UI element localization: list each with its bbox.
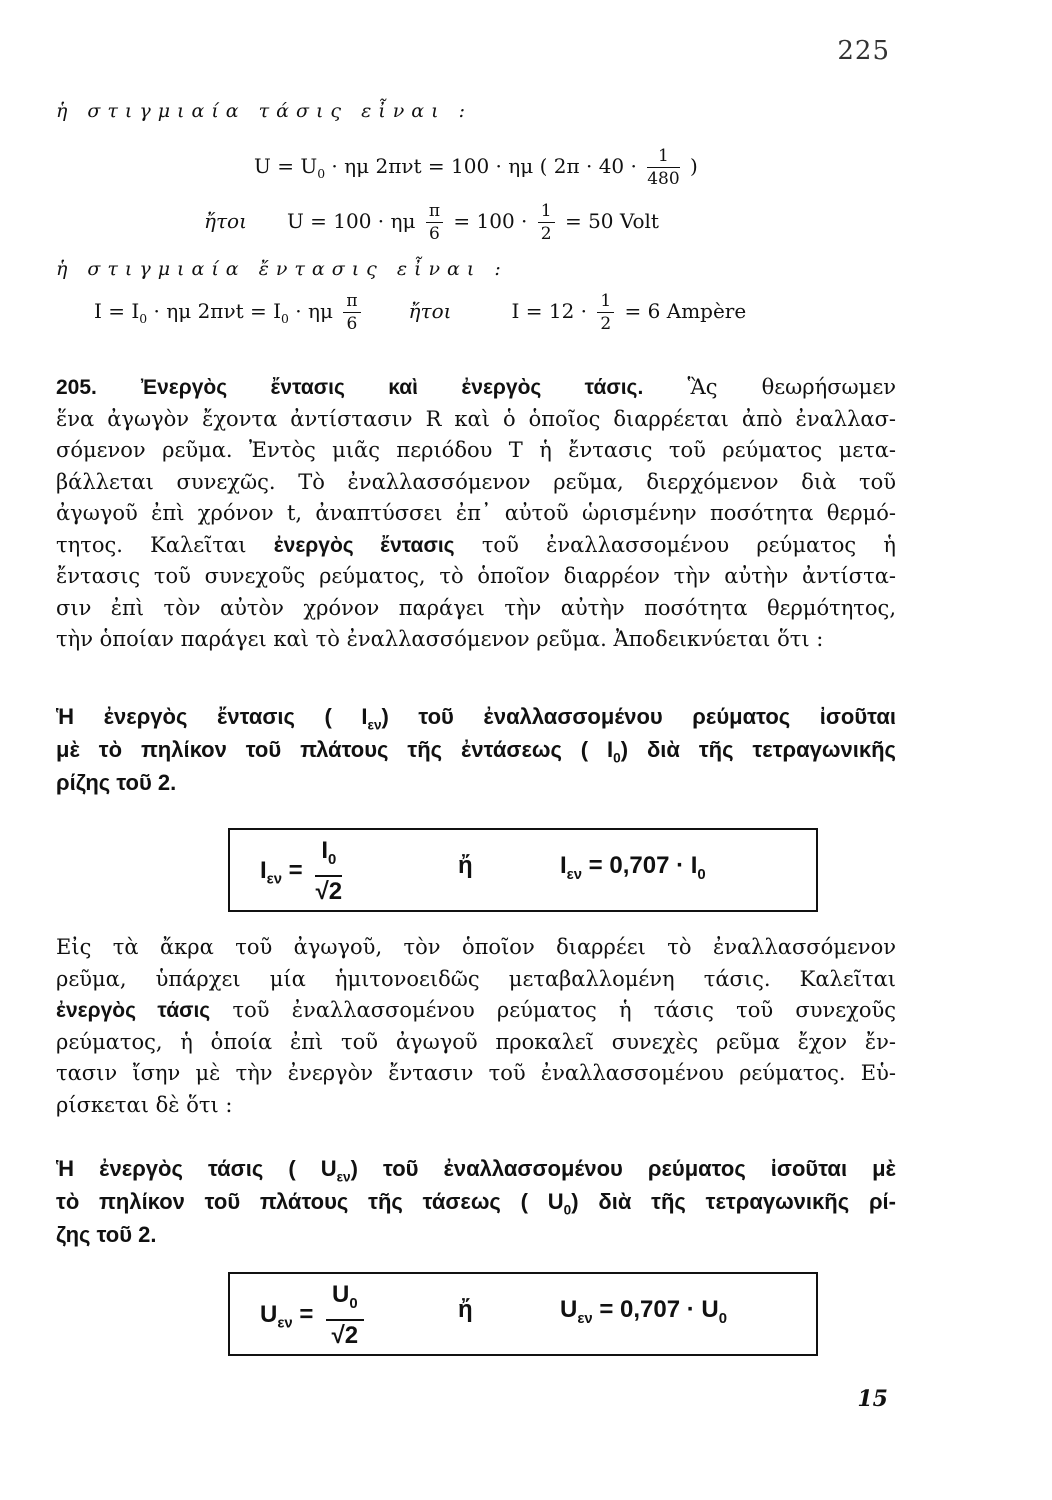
footer-signature-number: 15	[857, 1386, 888, 1412]
paragraph-line: βάλλεται συνεχῶς. Τὸ ἐναλλασσόμενον ρεῦμα, διερχόμενον διὰ τοῦ	[56, 469, 896, 494]
statement-voltage	[56, 1152, 896, 1251]
formula-lhs: $U_{\varepsilon\nu}$ = $\frac{U_0}{√2}$	[260, 1280, 370, 1351]
paragraph-line: τασιν ἴσην μὲ τὴν ἐνεργὸν ἔντασιν τοῦ ἐναλλασσομένου ρεύματος. Εὑ-	[56, 1061, 896, 1085]
term-active-current: ἐνεργὸς ἔντασις	[273, 533, 455, 557]
section-title: Ἐνεργὸς ἔντασις καὶ ἐνεργὸς τάσις.	[141, 376, 644, 399]
voltage-equation-1: $U = U_0 \cdot \eta\mu$ 2πνt = 100 · ημ ( 2π · 40 · $\frac{1}{480}$ )	[254, 146, 698, 189]
paragraph-line: ἐνεργὸς τάσις τοῦ ἐναλλασσομένου ρεύματος ἡ τάσις τοῦ συνεχοῦς	[56, 998, 896, 1022]
paragraph-line: ἔντασις τοῦ συνεχοῦς ρεύματος, τὸ ὁποῖον διαρρέον τὴν αὐτὴν ἀντίστα-	[56, 564, 896, 588]
formula-or: ἤ	[458, 1296, 473, 1323]
paragraph-line: 205. Ἐνεργὸς ἔντασις καὶ ἐνεργὸς τάσις. Ἃς θεωρήσωμεν	[56, 375, 896, 399]
term-active-voltage: ἐνεργὸς τάσις	[56, 999, 211, 1022]
formula-box-current	[228, 828, 818, 912]
paragraph-line: ρεῦμα, ὑπάρχει μία ἡμιτονοειδῶς μεταβαλλομένη τάσις. Καλεῖται	[56, 966, 896, 991]
statement-current	[56, 700, 896, 799]
statement-line: Ἡ ἐνεργὸς τάσις ( $U_{\varepsilon\nu}$) τοῦ ἐναλλασσομένου ρεύματος ἰσοῦται μὲ	[56, 1156, 896, 1185]
current-equation: $I = I_0 \cdot \eta\mu$ $2\pi\nu t = I_0 \cdot \eta\mu$ $\frac{\pi}{6}$ ἤτοι I = 12 · $\frac{1}{2}$ = 6 Ampère	[94, 291, 747, 334]
paragraph-1	[56, 372, 896, 656]
paragraph-line: ἀγωγοῦ ἐπὶ χρόνον t, ἀναπτύσσει ἐπ᾽ αὐτοῦ ὡρισμένην ποσότητα θερμό-	[56, 501, 896, 525]
paragraph-line: ἕνα ἀγωγὸν ἔχοντα ἀντίστασιν R καὶ ὁ ὁποῖος διαρρέεται ἀπὸ ἐναλλασ-	[56, 406, 896, 431]
paragraph-line: τητος. Καλεῖται ἐνεργὸς ἔντασις τοῦ ἐναλλασσομένου ρεύματος ἡ	[56, 532, 896, 557]
paragraph-line: ρεύματος, ἡ ὁποία ἐπὶ τοῦ ἀγωγοῦ προκαλεῖ συνεχὲς ρεῦμα ἔχον ἔν-	[56, 1029, 896, 1054]
current-label: ἡ στιγμιαία ἔντασις εἶναι :	[56, 258, 508, 280]
formula-rhs: $I_{\varepsilon\nu} = 0,707 \cdot I_0$	[560, 852, 706, 883]
paragraph-line: τὴν ὁποίαν παράγει καὶ τὸ ἐναλλασσόμενον ρεῦμα. Ἀποδεικνύεται ὅτι :	[56, 627, 824, 651]
section-number: 205.	[56, 376, 97, 399]
paragraph-2	[56, 932, 896, 1121]
formula-rhs: $U_{\varepsilon\nu} = 0,707 \cdot U_0$	[560, 1296, 728, 1327]
formula-or: ἤ	[458, 852, 473, 879]
paragraph-line: σόμενον ρεῦμα. Ἐντὸς μιᾶς περιόδου Τ ἡ ἔντασις τοῦ ρεύματος μετα-	[56, 438, 896, 462]
statement-line: τὸ πηλίκον τοῦ πλάτους τῆς τάσεως ( $U_0$) διὰ τῆς τετραγωνικῆς ρί-	[56, 1189, 896, 1218]
statement-line: ζης τοῦ 2.	[56, 1222, 157, 1247]
paragraph-line: ρίσκεται δὲ ὅτι :	[56, 1092, 233, 1117]
statement-line: μὲ τὸ πηλίκον τοῦ πλάτους τῆς ἐντάσεως ( $I_0$) διὰ τῆς τετραγωνικῆς	[56, 737, 896, 766]
page-number: 225	[837, 36, 890, 66]
paragraph-line: Εἰς τὰ ἄκρα τοῦ ἀγωγοῦ, τὸν ὁποῖον διαρρέει τὸ ἐναλλασσόμενον	[56, 935, 896, 959]
voltage-label: ἡ στιγμιαία τάσις εἶναι :	[56, 100, 473, 122]
statement-line: ρίζης τοῦ 2.	[56, 770, 177, 795]
formula-lhs: $I_{\varepsilon\nu}$ = $\frac{I_0}{√2}$	[260, 837, 343, 905]
voltage-equation-2: ἤτοι U = 100 · ημ $\frac{\pi}{6}$ = 100 · $\frac{1}{2}$ = 50 Volt	[204, 201, 659, 244]
paragraph-line: σιν ἐπὶ τὸν αὐτὸν χρόνον παράγει τὴν αὐτὴν ποσότητα θερμότητος,	[56, 595, 896, 620]
statement-line: Ἡ ἐνεργὸς ἔντασις ( $I_{\varepsilon\nu}$) τοῦ ἐναλλασσομένου ρεύματος ἰσοῦται	[56, 704, 896, 733]
formula-box-voltage	[228, 1272, 818, 1356]
